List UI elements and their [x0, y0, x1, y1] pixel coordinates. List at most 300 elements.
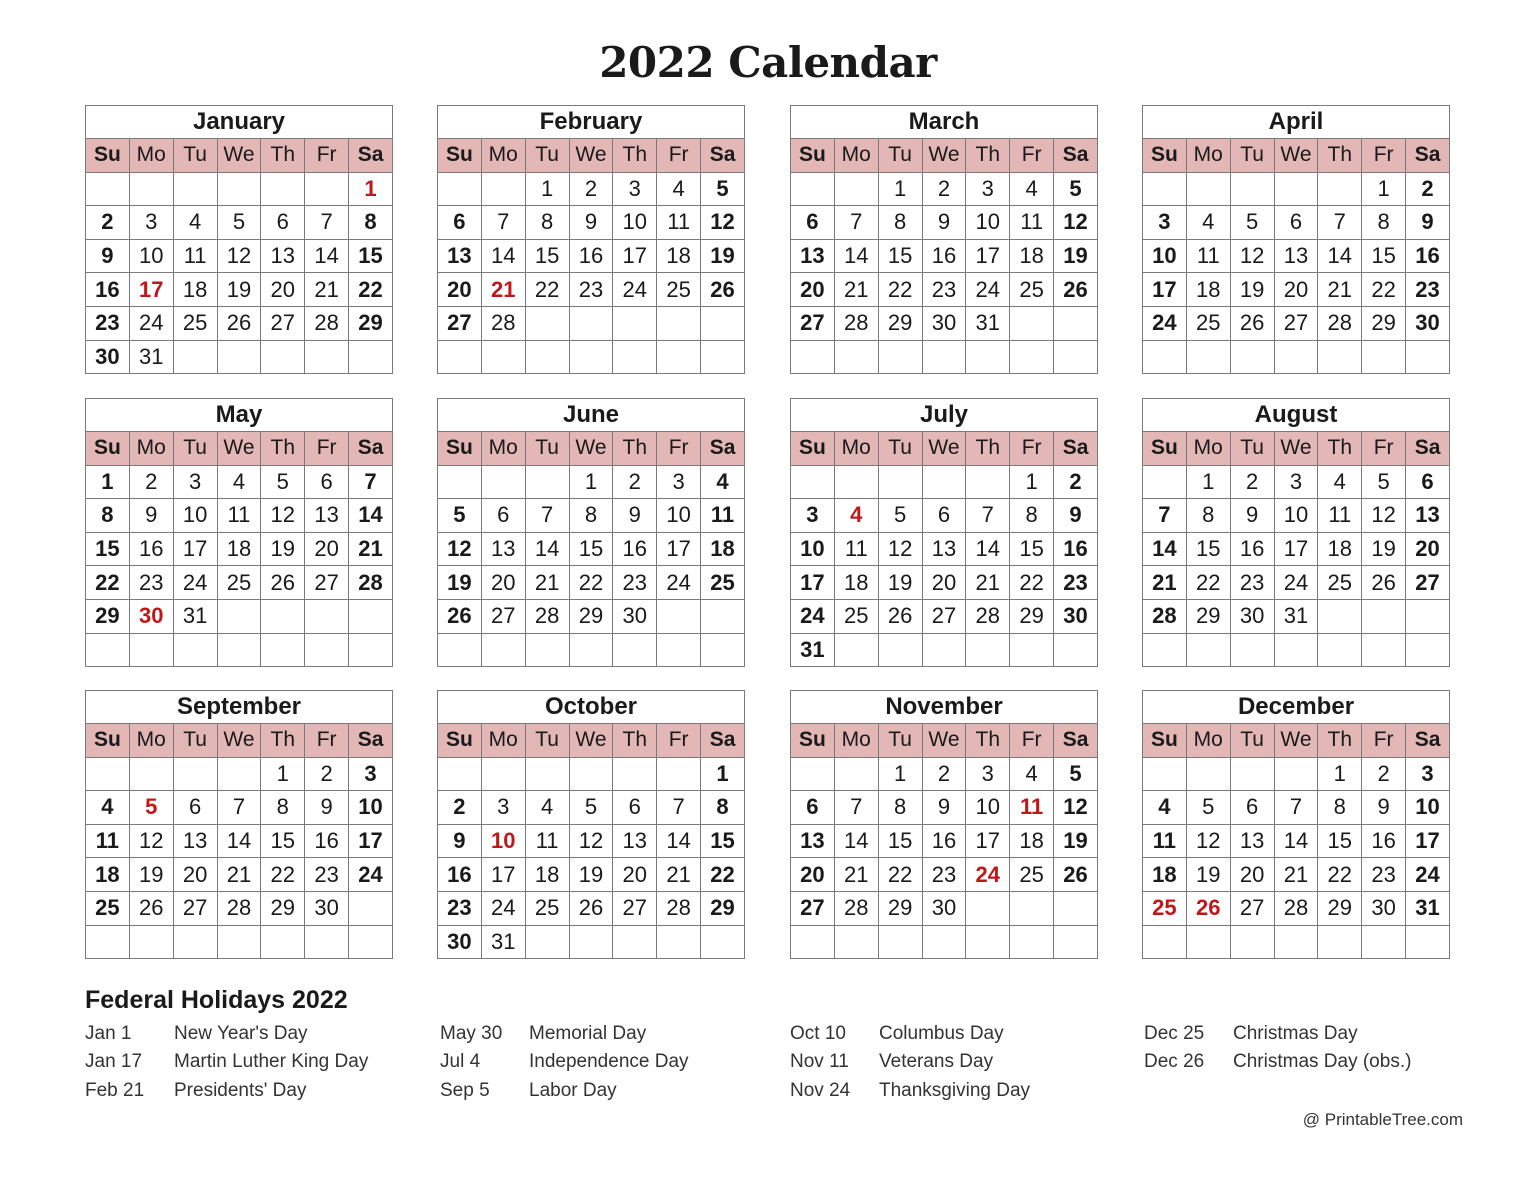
day-cell: 15	[1186, 532, 1230, 566]
holiday-item	[1144, 1023, 1411, 1051]
day-cell: 2	[1406, 172, 1450, 206]
weekday-header: We	[922, 139, 966, 173]
weekday-header: Mo	[1186, 139, 1230, 173]
empty-cell	[525, 757, 569, 791]
day-cell: 22	[261, 858, 305, 892]
weekday-header: Th	[1318, 139, 1362, 173]
day-cell: 14	[305, 239, 349, 273]
day-cell: 19	[129, 858, 173, 892]
weekday-header: We	[569, 724, 613, 758]
empty-cell	[1362, 633, 1406, 667]
empty-cell	[1143, 633, 1187, 667]
empty-cell	[349, 599, 393, 633]
weekday-header: We	[922, 432, 966, 466]
day-cell: 16	[1362, 824, 1406, 858]
day-cell: 5	[701, 172, 745, 206]
weekday-header: Th	[261, 724, 305, 758]
day-cell: 21	[657, 858, 701, 892]
day-cell: 25	[1010, 273, 1054, 307]
day-cell: 4	[1143, 791, 1187, 825]
empty-cell	[438, 633, 482, 667]
weekday-header: Mo	[129, 139, 173, 173]
day-cell: 4	[1010, 757, 1054, 791]
day-cell: 7	[1318, 206, 1362, 240]
day-cell: 5	[1054, 172, 1098, 206]
day-cell: 8	[1186, 499, 1230, 533]
holiday-item	[85, 1023, 368, 1051]
day-cell: 25	[1318, 566, 1362, 600]
day-cell: 17	[1274, 532, 1318, 566]
day-cell: 31	[1406, 891, 1450, 925]
day-cell: 11	[1186, 239, 1230, 273]
holiday-date: Jan 1	[85, 1023, 132, 1044]
month-name: May	[86, 399, 393, 432]
day-cell: 6	[791, 791, 835, 825]
empty-cell	[1186, 340, 1230, 374]
empty-cell	[305, 599, 349, 633]
holidays-title: Federal Holidays 2022	[85, 986, 348, 1014]
empty-cell	[261, 172, 305, 206]
day-cell: 1	[525, 172, 569, 206]
day-cell: 15	[878, 824, 922, 858]
empty-cell	[878, 633, 922, 667]
day-cell: 21	[834, 273, 878, 307]
day-cell: 21	[305, 273, 349, 307]
day-cell: 17	[129, 273, 173, 307]
day-cell: 23	[305, 858, 349, 892]
day-cell: 9	[613, 499, 657, 533]
day-cell: 3	[613, 172, 657, 206]
day-cell: 29	[1186, 599, 1230, 633]
day-cell: 8	[349, 206, 393, 240]
weekday-header: Su	[438, 724, 482, 758]
empty-cell	[922, 925, 966, 959]
day-cell: 12	[878, 532, 922, 566]
day-cell: 12	[217, 239, 261, 273]
day-cell: 17	[657, 532, 701, 566]
empty-cell	[86, 757, 130, 791]
day-cell: 2	[922, 172, 966, 206]
weekday-header: Sa	[1406, 432, 1450, 466]
day-cell: 22	[525, 273, 569, 307]
day-cell: 3	[1143, 206, 1187, 240]
day-cell: 10	[173, 499, 217, 533]
day-cell: 5	[1230, 206, 1274, 240]
day-cell: 15	[878, 239, 922, 273]
day-cell: 19	[438, 566, 482, 600]
day-cell: 29	[878, 306, 922, 340]
holiday-item	[85, 1051, 368, 1080]
empty-cell	[834, 633, 878, 667]
day-cell: 15	[569, 532, 613, 566]
empty-cell	[1274, 757, 1318, 791]
empty-cell	[1274, 633, 1318, 667]
day-cell: 14	[481, 239, 525, 273]
day-cell: 9	[569, 206, 613, 240]
empty-cell	[1054, 306, 1098, 340]
day-cell: 14	[834, 824, 878, 858]
month-name: April	[1143, 106, 1450, 139]
empty-cell	[217, 340, 261, 374]
weekday-header: Fr	[305, 139, 349, 173]
empty-cell	[438, 340, 482, 374]
day-cell: 18	[525, 858, 569, 892]
holiday-name: Christmas Day (obs.)	[1233, 1051, 1412, 1072]
empty-cell	[1406, 633, 1450, 667]
day-cell: 27	[173, 891, 217, 925]
holiday-date: May 30	[440, 1023, 503, 1044]
day-cell: 14	[657, 824, 701, 858]
day-cell: 22	[1318, 858, 1362, 892]
day-cell: 12	[1186, 824, 1230, 858]
day-cell: 21	[834, 858, 878, 892]
day-cell: 7	[1143, 499, 1187, 533]
empty-cell	[834, 172, 878, 206]
day-cell: 17	[481, 858, 525, 892]
day-cell: 18	[701, 532, 745, 566]
day-cell: 11	[525, 824, 569, 858]
day-cell: 3	[966, 757, 1010, 791]
weekday-header: Tu	[1230, 139, 1274, 173]
day-cell: 23	[1230, 566, 1274, 600]
day-cell: 20	[1274, 273, 1318, 307]
day-cell: 21	[1143, 566, 1187, 600]
day-cell: 18	[1318, 532, 1362, 566]
day-cell: 20	[438, 273, 482, 307]
day-cell: 1	[261, 757, 305, 791]
day-cell: 23	[1406, 273, 1450, 307]
day-cell: 22	[878, 273, 922, 307]
weekday-header: Th	[1318, 432, 1362, 466]
empty-cell	[1186, 757, 1230, 791]
day-cell: 19	[569, 858, 613, 892]
day-cell: 27	[305, 566, 349, 600]
empty-cell	[791, 925, 835, 959]
day-cell: 10	[481, 824, 525, 858]
empty-cell	[657, 757, 701, 791]
weekday-header: Sa	[701, 724, 745, 758]
day-cell: 8	[878, 206, 922, 240]
weekday-header: Th	[1318, 724, 1362, 758]
day-cell: 1	[1362, 172, 1406, 206]
empty-cell	[481, 633, 525, 667]
day-cell: 20	[1230, 858, 1274, 892]
empty-cell	[1318, 599, 1362, 633]
empty-cell	[878, 465, 922, 499]
day-cell: 20	[261, 273, 305, 307]
weekday-header: Su	[86, 432, 130, 466]
day-cell: 15	[1362, 239, 1406, 273]
day-cell: 9	[129, 499, 173, 533]
weekday-header: Fr	[1362, 724, 1406, 758]
day-cell: 28	[525, 599, 569, 633]
day-cell: 17	[349, 824, 393, 858]
empty-cell	[261, 599, 305, 633]
day-cell: 24	[657, 566, 701, 600]
day-cell: 14	[1318, 239, 1362, 273]
weekday-header: We	[1274, 139, 1318, 173]
day-cell: 1	[1186, 465, 1230, 499]
month-february	[437, 105, 745, 374]
day-cell: 30	[438, 925, 482, 959]
day-cell: 18	[834, 566, 878, 600]
day-cell: 19	[701, 239, 745, 273]
day-cell: 13	[173, 824, 217, 858]
weekday-header: Mo	[834, 724, 878, 758]
weekday-header: Mo	[129, 432, 173, 466]
empty-cell	[481, 757, 525, 791]
day-cell: 9	[438, 824, 482, 858]
empty-cell	[701, 306, 745, 340]
holiday-name: New Year's Day	[174, 1023, 308, 1044]
holiday-date: Oct 10	[790, 1023, 846, 1044]
day-cell: 24	[613, 273, 657, 307]
holiday-date: Jul 4	[440, 1051, 481, 1072]
day-cell: 19	[1186, 858, 1230, 892]
day-cell: 10	[966, 791, 1010, 825]
weekday-header: Tu	[1230, 724, 1274, 758]
weekday-header: Sa	[701, 139, 745, 173]
day-cell: 19	[1230, 273, 1274, 307]
empty-cell	[1318, 925, 1362, 959]
day-cell: 9	[1362, 791, 1406, 825]
empty-cell	[922, 340, 966, 374]
weekday-header: Mo	[481, 432, 525, 466]
day-cell: 16	[129, 532, 173, 566]
day-cell: 18	[217, 532, 261, 566]
day-cell: 26	[878, 599, 922, 633]
holiday-item	[790, 1023, 1030, 1051]
empty-cell	[1010, 925, 1054, 959]
day-cell: 1	[569, 465, 613, 499]
empty-cell	[481, 340, 525, 374]
day-cell: 5	[261, 465, 305, 499]
empty-cell	[305, 172, 349, 206]
day-cell: 8	[1362, 206, 1406, 240]
day-cell: 15	[701, 824, 745, 858]
empty-cell	[1054, 891, 1098, 925]
day-cell: 4	[1010, 172, 1054, 206]
weekday-header: We	[217, 724, 261, 758]
day-cell: 27	[922, 599, 966, 633]
day-cell: 11	[657, 206, 701, 240]
day-cell: 1	[86, 465, 130, 499]
empty-cell	[701, 599, 745, 633]
day-cell: 6	[305, 465, 349, 499]
day-cell: 27	[791, 891, 835, 925]
day-cell: 21	[217, 858, 261, 892]
weekday-header: Fr	[1010, 432, 1054, 466]
day-cell: 9	[1054, 499, 1098, 533]
holiday-item	[440, 1023, 689, 1051]
day-cell: 29	[1362, 306, 1406, 340]
day-cell: 10	[1406, 791, 1450, 825]
weekday-header: Tu	[525, 724, 569, 758]
day-cell: 17	[173, 532, 217, 566]
weekday-header: Fr	[657, 432, 701, 466]
weekday-header: Mo	[1186, 432, 1230, 466]
empty-cell	[569, 340, 613, 374]
day-cell: 13	[791, 239, 835, 273]
day-cell: 25	[217, 566, 261, 600]
day-cell: 21	[481, 273, 525, 307]
day-cell: 30	[1406, 306, 1450, 340]
month-may	[85, 398, 393, 667]
day-cell: 9	[1406, 206, 1450, 240]
weekday-header: Su	[438, 432, 482, 466]
empty-cell	[878, 925, 922, 959]
empty-cell	[1230, 925, 1274, 959]
day-cell: 2	[305, 757, 349, 791]
weekday-header: Mo	[1186, 724, 1230, 758]
day-cell: 28	[217, 891, 261, 925]
day-cell: 5	[129, 791, 173, 825]
day-cell: 13	[791, 824, 835, 858]
day-cell: 6	[1274, 206, 1318, 240]
weekday-header: Mo	[834, 139, 878, 173]
weekday-header: Th	[613, 432, 657, 466]
empty-cell	[129, 925, 173, 959]
empty-cell	[922, 633, 966, 667]
empty-cell	[1143, 172, 1187, 206]
empty-cell	[834, 757, 878, 791]
day-cell: 25	[1010, 858, 1054, 892]
empty-cell	[657, 925, 701, 959]
holiday-name: Independence Day	[529, 1051, 689, 1072]
day-cell: 5	[438, 499, 482, 533]
empty-cell	[569, 633, 613, 667]
day-cell: 22	[349, 273, 393, 307]
day-cell: 16	[1054, 532, 1098, 566]
day-cell: 20	[922, 566, 966, 600]
empty-cell	[613, 757, 657, 791]
day-cell: 8	[261, 791, 305, 825]
weekday-header: Th	[261, 139, 305, 173]
empty-cell	[834, 925, 878, 959]
empty-cell	[966, 925, 1010, 959]
month-name: June	[438, 399, 745, 432]
day-cell: 3	[481, 791, 525, 825]
day-cell: 17	[966, 824, 1010, 858]
day-cell: 23	[1054, 566, 1098, 600]
day-cell: 30	[1362, 891, 1406, 925]
day-cell: 6	[1230, 791, 1274, 825]
empty-cell	[791, 757, 835, 791]
month-august	[1142, 398, 1450, 667]
day-cell: 6	[613, 791, 657, 825]
day-cell: 18	[1186, 273, 1230, 307]
day-cell: 29	[569, 599, 613, 633]
day-cell: 17	[966, 239, 1010, 273]
weekday-header: Su	[791, 139, 835, 173]
weekday-header: Th	[613, 139, 657, 173]
day-cell: 3	[791, 499, 835, 533]
empty-cell	[1054, 633, 1098, 667]
weekday-header: Tu	[173, 139, 217, 173]
day-cell: 19	[217, 273, 261, 307]
day-cell: 20	[791, 858, 835, 892]
day-cell: 21	[525, 566, 569, 600]
empty-cell	[261, 340, 305, 374]
empty-cell	[1143, 465, 1187, 499]
day-cell: 3	[1274, 465, 1318, 499]
day-cell: 18	[173, 273, 217, 307]
holiday-date: Nov 24	[790, 1080, 851, 1101]
day-cell: 29	[349, 306, 393, 340]
month-october	[437, 690, 745, 959]
empty-cell	[1186, 925, 1230, 959]
weekday-header: Sa	[701, 432, 745, 466]
day-cell: 3	[349, 757, 393, 791]
empty-cell	[129, 172, 173, 206]
day-cell: 26	[438, 599, 482, 633]
day-cell: 1	[1318, 757, 1362, 791]
day-cell: 21	[1274, 858, 1318, 892]
day-cell: 12	[569, 824, 613, 858]
day-cell: 5	[1186, 791, 1230, 825]
day-cell: 15	[349, 239, 393, 273]
empty-cell	[349, 891, 393, 925]
empty-cell	[305, 633, 349, 667]
empty-cell	[966, 891, 1010, 925]
empty-cell	[966, 633, 1010, 667]
day-cell: 28	[834, 306, 878, 340]
day-cell: 30	[305, 891, 349, 925]
day-cell: 17	[613, 239, 657, 273]
day-cell: 16	[305, 824, 349, 858]
day-cell: 9	[1230, 499, 1274, 533]
day-cell: 13	[261, 239, 305, 273]
day-cell: 11	[834, 532, 878, 566]
day-cell: 22	[86, 566, 130, 600]
day-cell: 20	[791, 273, 835, 307]
weekday-header: Su	[86, 724, 130, 758]
month-name: November	[791, 691, 1098, 724]
day-cell: 2	[922, 757, 966, 791]
empty-cell	[1143, 340, 1187, 374]
weekday-header: Fr	[1362, 139, 1406, 173]
holiday-date: Jan 17	[85, 1051, 143, 1072]
weekday-header: Th	[261, 432, 305, 466]
weekday-header: Tu	[1230, 432, 1274, 466]
empty-cell	[1230, 757, 1274, 791]
day-cell: 27	[481, 599, 525, 633]
day-cell: 3	[657, 465, 701, 499]
weekday-header: Fr	[1010, 139, 1054, 173]
day-cell: 13	[922, 532, 966, 566]
empty-cell	[1362, 340, 1406, 374]
day-cell: 25	[1143, 891, 1187, 925]
day-cell: 29	[878, 891, 922, 925]
day-cell: 3	[966, 172, 1010, 206]
weekday-header: Tu	[878, 139, 922, 173]
empty-cell	[1362, 599, 1406, 633]
day-cell: 8	[1010, 499, 1054, 533]
day-cell: 21	[349, 532, 393, 566]
month-name: August	[1143, 399, 1450, 432]
month-july	[790, 398, 1098, 667]
month-december	[1142, 690, 1450, 959]
day-cell: 26	[569, 891, 613, 925]
day-cell: 8	[525, 206, 569, 240]
empty-cell	[1318, 340, 1362, 374]
weekday-header: We	[217, 139, 261, 173]
weekday-header: We	[569, 432, 613, 466]
day-cell: 2	[438, 791, 482, 825]
day-cell: 14	[349, 499, 393, 533]
day-cell: 20	[173, 858, 217, 892]
day-cell: 28	[1318, 306, 1362, 340]
